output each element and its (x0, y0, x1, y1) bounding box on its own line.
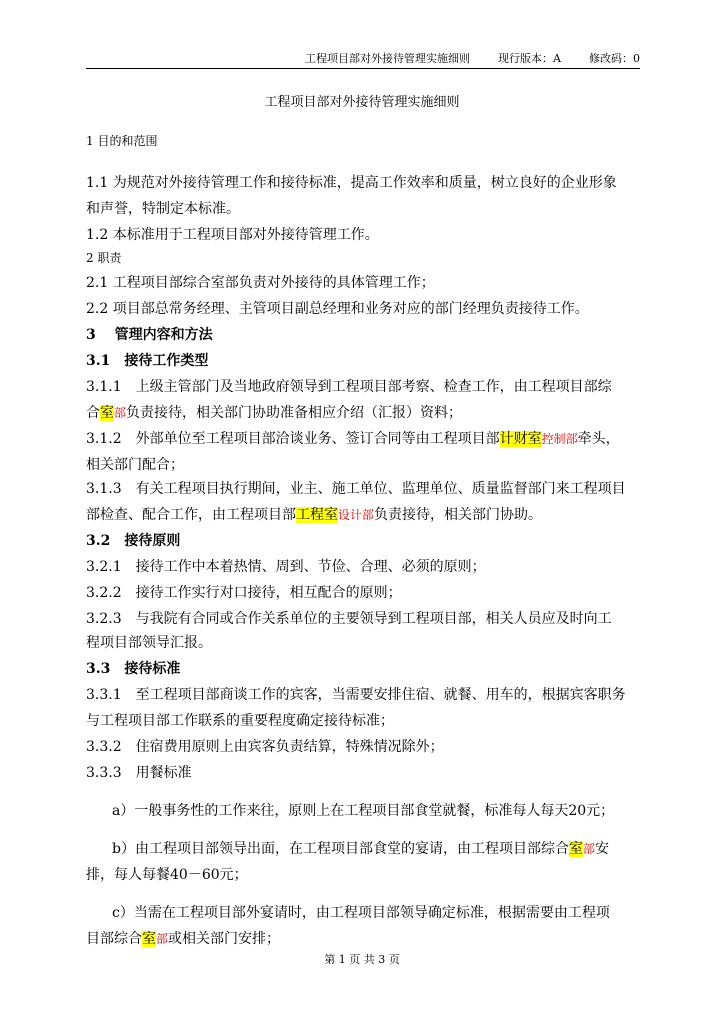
text: 负责接待，相关部门协助准备相应介绍（汇报）资料； (126, 405, 463, 421)
highlighted-text: 室 (100, 405, 114, 421)
document-title: 工程项目部对外接待管理实施细则 (264, 95, 460, 110)
highlighted-text: 工程室 (296, 507, 338, 523)
red-revision-text: 设计部 (338, 508, 375, 522)
para-1-1-line1: 1.1 为规范对外接待管理工作和接待标准，提高工作效率和质量，树立良好的企业形象 (86, 175, 617, 191)
para-3-2-1: 3.2.1 接待工作中本着热情、周到、节俭、合理、必须的原则； (86, 559, 486, 575)
text: 负责接待，相关部门协助。 (374, 507, 543, 523)
section-3-title: 3 管理内容和方法 (86, 327, 213, 343)
page-header (86, 52, 640, 69)
item-c-line2 (86, 926, 642, 952)
para-3-3-1-line1: 3.3.1 至工程项目部商谈工作的宾客，当需要安排住宿、就餐、用车的，根据宾客职务 (86, 687, 626, 703)
item-c-line1: c）当需在工程项目部外宴请时，由工程项目部领导确定标准，根据需要由工程项 (112, 905, 610, 921)
red-revision-text: 部 (156, 932, 169, 946)
section-1-title: 1 目的和范围 (86, 134, 158, 148)
text: 合 (86, 405, 100, 421)
item-b-line1 (112, 836, 642, 862)
text: 牵头， (577, 431, 620, 447)
para-3-3-3: 3.3.3 用餐标准 (86, 765, 192, 781)
para-3-1-1-line2 (86, 400, 642, 426)
text: 3.1.2 外部单位至工程项目部洽谈业务、签订合同等由工程项目部 (86, 431, 500, 447)
highlighted-text: 室 (568, 841, 583, 857)
red-revision-text: 部 (114, 406, 127, 420)
para-3-1-3-line2 (86, 502, 642, 528)
section-2-title: 2 职责 (86, 251, 122, 265)
para-3-2-3-line1: 3.2.3 与我院有合同或合作关系单位的主要领导到工程项目部，相关人员应及时向工 (86, 611, 612, 627)
header-version: 现行版本：A (498, 52, 561, 65)
para-3-2-2: 3.2.2 接待工作实行对口接待，相互配合的原则； (86, 585, 402, 601)
section-3-3-title: 3.3 接待标准 (86, 661, 181, 677)
header-revision: 修改码：0 (589, 52, 640, 65)
section-3-2-title: 3.2 接待原则 (86, 533, 181, 549)
para-3-1-3-line1: 3.1.3 有关工程项目执行期间，业主、施工单位、监理单位、质量监督部门来工程项目 (86, 481, 626, 497)
text: 或相关部门安排； (168, 931, 281, 947)
para-3-3-1-line2: 与工程项目部工作联系的重要程度确定接待标准； (86, 713, 394, 729)
red-revision-text: 控制部 (541, 432, 578, 446)
para-1-1-line2: 和声誉，特制定本标准。 (86, 201, 240, 217)
text: 安 (594, 841, 609, 857)
highlighted-text: 计财室 (499, 431, 542, 447)
para-3-1-1-line1: 3.1.1 上级主管部门及当地政府领导到工程项目部考察、检查工作，由工程项目部综 (86, 379, 612, 395)
red-revision-text: 部 (582, 842, 595, 856)
item-a: a）一般事务性的工作来往，原则上在工程项目部食堂就餐，标准每人每天20元； (112, 803, 615, 819)
header-title: 工程项目部对外接待管理实施细则 (305, 52, 471, 65)
page-footer: 第 1 页 共 3 页 (324, 953, 400, 966)
para-3-2-3-line2: 程项目部领导汇报。 (86, 635, 212, 651)
item-b-line2: 排，每人每餐40－60元； (86, 867, 248, 883)
section-3-1-title: 3.1 接待工作类型 (86, 353, 209, 369)
para-2-1: 2.1 工程项目部综合室部负责对外接待的具体管理工作； (86, 275, 435, 291)
para-3-1-2-line2: 相关部门配合； (86, 457, 184, 473)
highlighted-text: 室 (142, 931, 156, 947)
para-1-2: 1.2 本标准用于工程项目部对外接待管理工作。 (86, 227, 379, 243)
para-2-2: 2.2 项目部总常务经理、主管项目副总经理和业务对应的部门经理负责接待工作。 (86, 301, 589, 317)
text: 部检查、配合工作，由工程项目部 (86, 507, 296, 523)
para-3-3-2: 3.3.2 住宿费用原则上由宾客负责结算，特殊情况除外； (86, 739, 444, 755)
text: 目部综合 (86, 931, 142, 947)
text: b）由工程项目部领导出面，在工程项目部食堂的宴请，由工程项目部综合 (112, 841, 569, 857)
para-3-1-2-line1 (86, 426, 642, 452)
